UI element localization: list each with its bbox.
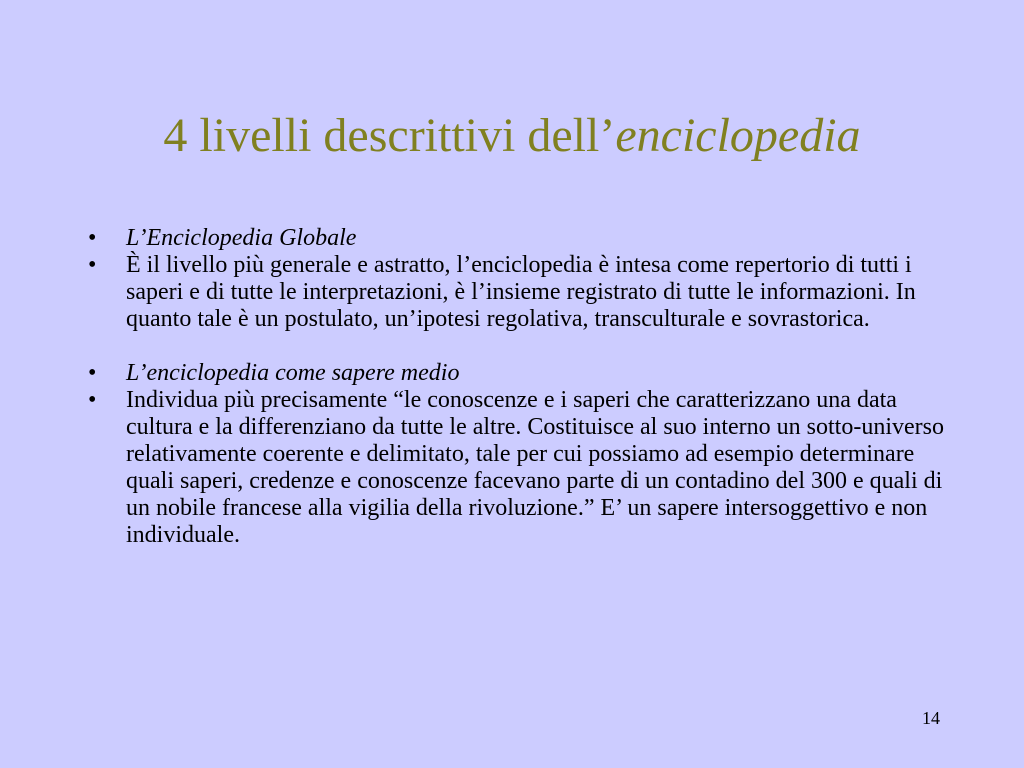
bullet-marker: • — [88, 360, 97, 386]
bullet-text: Individua più precisamente “le conoscenze e i saperi che caratterizzano una data cultura e la differenziano da tutte le altre. Costituisce al suo interno un sotto-universo relativamente coerente e delimitato, tale per cui possiamo ad esempio determinare quali saperi, credenze e conoscenze facevano parte di un contadino del 300 e quali di un nobile francese alla vigilia della rivoluzione.” E’ un sapere intersoggettivo e non individuale. — [126, 387, 944, 548]
bullet-marker: • — [88, 387, 97, 413]
bullet-text: L’Enciclopedia Globale — [126, 225, 357, 251]
bullet-item-medium-knowledge — [88, 360, 968, 387]
bullet-item-medium-description — [88, 387, 968, 549]
bullet-marker: • — [88, 252, 97, 278]
page-number: 14 — [922, 708, 940, 728]
bullet-list — [88, 225, 968, 549]
bullet-text: L’enciclopedia come sapere medio — [126, 360, 460, 386]
slide-title-italic: enciclopedia — [615, 109, 861, 162]
slide-title-regular: 4 livelli descrittivi dell’ — [163, 109, 616, 162]
bullet-text: È il livello più generale e astratto, l’enciclopedia è intesa come repertorio di tutti i saperi e di tutte le interpretazioni, è l’insieme registrato di tutte le informazioni. In quanto tale è un postulato, un’ipotesi regolativa, transculturale e sovrastorica. — [126, 252, 916, 332]
bullet-item-encyclopedia-global — [88, 225, 968, 252]
bullet-item-global-description — [88, 252, 968, 333]
slide-title — [0, 106, 1024, 166]
bullet-spacer — [88, 333, 968, 360]
bullet-marker: • — [88, 225, 97, 251]
